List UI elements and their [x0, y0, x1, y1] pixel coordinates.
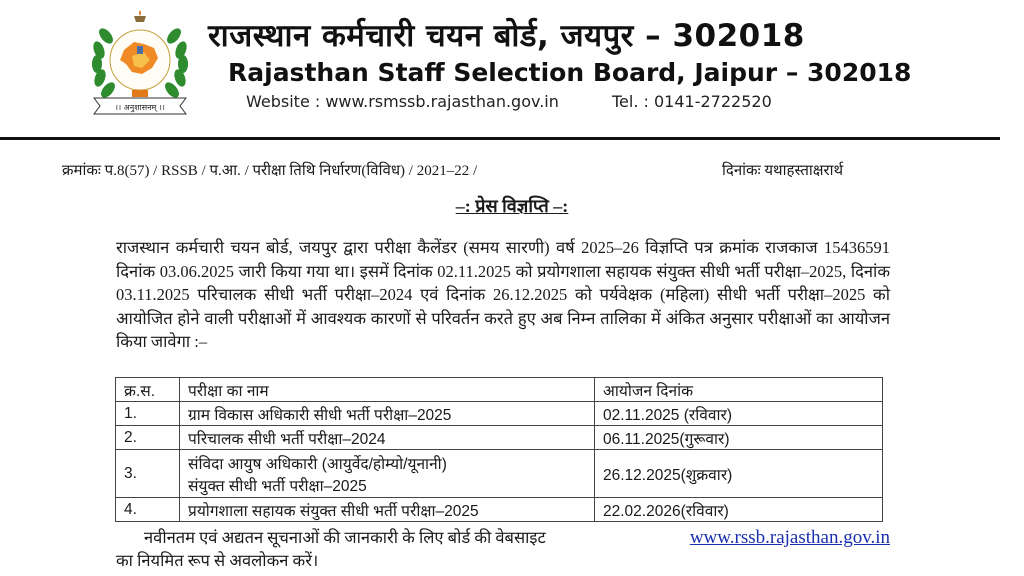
header-serial: क्र.स.: [116, 378, 180, 402]
row-serial: 1.: [116, 402, 180, 426]
board-title-english: Rajasthan Staff Selection Board, Jaipur – 302018: [228, 58, 912, 87]
reference-date: दिनांकः यथाहस्ताक्षरार्थ: [722, 163, 844, 179]
row-exam-date: 26.12.2025(शुक्रवार): [595, 450, 883, 498]
board-title-hindi: राजस्थान कर्मचारी चयन बोर्ड, जयपुर – 302018: [208, 18, 805, 54]
row-exam-date: 02.11.2025 (रविवार): [595, 402, 883, 426]
header-exam-date: आयोजन दिनांक: [595, 378, 883, 402]
board-website-link[interactable]: www.rssb.rajasthan.gov.in: [689, 527, 890, 548]
row-exam-name: [180, 450, 595, 498]
rssb-emblem-logo: [84, 6, 196, 118]
press-release-title: [0, 194, 1024, 218]
board-telephone: Tel. : 0141-2722520: [612, 92, 772, 111]
table-row: [116, 402, 883, 426]
row-exam-name: प्रयोगशाला सहायक संयुक्त सीधी भर्ती परीक्षा–2025: [180, 498, 595, 522]
row-exam-name-line2: संयुक्त सीधी भर्ती परीक्षा–2025: [188, 477, 367, 495]
footer-note: [116, 526, 890, 572]
row-serial: 4.: [116, 498, 180, 522]
exam-schedule-table: [115, 377, 883, 522]
row-exam-name: ग्राम विकास अधिकारी सीधी भर्ती परीक्षा–2025: [180, 402, 595, 426]
row-exam-name-line1: संविदा आयुष अधिकारी (आयुर्वेद/होम्यो/यूनानी): [188, 455, 447, 473]
row-serial: 2.: [116, 426, 180, 450]
row-exam-date: 06.11.2025(गुरूवार): [595, 426, 883, 450]
table-row: [116, 426, 883, 450]
footer-text-after-link: का नियमित रूप से अवलोकन करें।: [116, 551, 319, 570]
rssb-emblem-icon: [84, 6, 196, 118]
row-exam-date: 22.02.2026(रविवार): [595, 498, 883, 522]
board-website: Website : www.rsmssb.rajasthan.gov.in: [246, 92, 559, 111]
reference-number: क्रमांकः प.8(57) / RSSB / प.आ. / परीक्षा तिथि निर्धारण(विविध) / 2021–22 /: [62, 163, 478, 179]
footer-text-before-link: नवीनतम एवं अद्यतन सूचनाओं की जानकारी के लिए बोर्ड की वेबसाइट: [144, 528, 546, 547]
table-row: [116, 498, 883, 522]
svg-text:।। अनुशासनम् ।।: ।। अनुशासनम् ।।: [115, 103, 165, 112]
table-header-row: [116, 378, 883, 402]
row-serial: 3.: [116, 450, 180, 498]
header-exam-name: परीक्षा का नाम: [180, 378, 595, 402]
press-release-title-text: –: प्रेस विज्ञप्ति –:: [455, 196, 569, 216]
body-paragraph: राजस्थान कर्मचारी चयन बोर्ड, जयपुर द्वारा परीक्षा कैलेंडर (समय सारणी) वर्ष 2025–26 विज्ञप्ति पत्र क्रमांक राजकाज 15436591 दिनांक 03.06.2025 जारी किया गया था। इसमें दिनांक 02.11.2025 को प्रयोगशाला सहायक संयुक्त सीधी भर्ती परीक्षा–2025, दिनांक 03.11.2025 परिचालक सीधी भर्ती परीक्षा–2024 एवं दिनांक 26.12.2025 को पर्यवेक्षक (महिला) सीधी भर्ती परीक्षा–2025 को आयोजित होने वाली परीक्षाओं में आवश्यक कारणों से परिवर्तन करते हुए अब निम्न तालिका में अंकित अनुसार परीक्षाओं का आयोजन किया जावेगा :–: [116, 238, 890, 351]
row-exam-name: परिचालक सीधी भर्ती परीक्षा–2024: [180, 426, 595, 450]
header-divider: [0, 137, 1000, 140]
table-row: [116, 450, 883, 498]
